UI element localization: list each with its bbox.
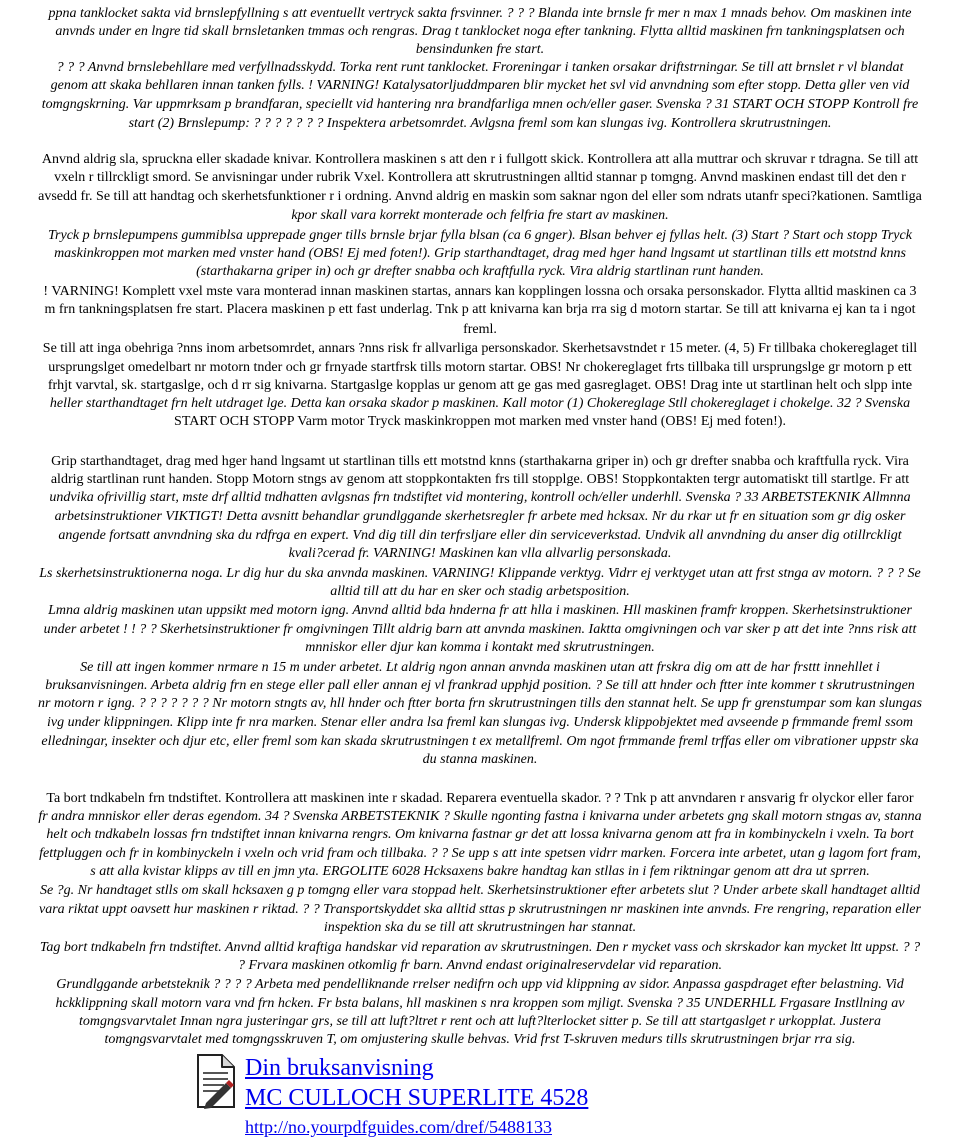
footer-product-name-link[interactable]: MC CULLOCH SUPERLITE 4528 bbox=[245, 1085, 589, 1111]
text-line: maskinkroppen mot marken med vnster hand (OBS! Ej med foten!). Grip starthandtaget, drag med hger hand lngsamt ut startlinan tills ett motstnd knns bbox=[54, 246, 906, 261]
text-line: Se till att ingen kommer nrmare n 15 m under arbetet. Lt aldrig ngon annan anvnda maskinen utan att frskra dig om att de har frsttt innehllet i bbox=[80, 660, 880, 675]
text-line: frhjt varvtal, sk. startgaslge, och d rr sig knivarna. Startgaslge kopplas ur genom att ge gas med gasreglaget. OBS! Drag inte ut startlinan helt och slpp inte bbox=[47, 378, 913, 393]
text-line: avsedd fr. Se till att handtag och skerhetsfunktioner r i ordning. Anvnd aldrig en maskin som saknar ngon del eller som ndrats utanfr speci?kationen. Samtliga bbox=[38, 189, 922, 204]
text-line: Ta bort tndkabeln frn tndstiftet. Kontrollera att maskinen inte r skadad. Reparera eventuella skador. ? ? Tnk p att anvndaren r ansvarig fr olyckor eller faror bbox=[46, 791, 914, 806]
text-line: start (2) Brnslepump: ? ? ? ? ? ? ? Inspektera arbetsomrdet. Avlgsna freml som kan slungas ivg. Kontrollera skrutrustningen. bbox=[128, 116, 832, 131]
text-line: Se till att inga obehriga ?nns inom arbetsomrdet, annars ?nns risk fr allvarliga personskador. Skerhetsavstndet r 15 meter. (4, 5) Fr tillbaka chokereglaget till bbox=[42, 341, 918, 356]
text-line: Grip starthandtaget, drag med hger hand lngsamt ut startlinan tills ett motstnd knns (starthakarna griper in) och gr drefter snabba och kraftfulla ryck. Vira bbox=[51, 454, 909, 469]
text-line: genom att skaka behllaren innan tanken fylls. ! VARNING! Katalysatorljuddmparen blir mycket het svl vid anvndning som efter stopp. Detta gller ven vid bbox=[50, 78, 910, 93]
text-line: ivg under klippningen. Klipp inte fr nra marken. Stenar eller andra lsa freml kan slungas ivg. Undersk klippobjektet med avseende p frmmande freml ssom bbox=[46, 715, 914, 730]
text-line: ppna tanklocket sakta vid brnslepfyllning s att eventuellt vertryck sakta frsvinner. ? ? ? Blanda inte brnsle fr mer n max 1 mnads behov. Om maskinen inte bbox=[48, 6, 912, 21]
text-line: tomgngskrning. Var uppmrksam p brandfaran, speciellt vid hantering nra brandfarliga mnen och/eller gaser. Svenska ? 31 START OCH STOPP Kontroll fre bbox=[41, 97, 919, 112]
text-line: s att alla kvistar klipps av till en jmn yta. ERGOLITE 6028 Hcksaxens bakre handtag kan stllas in i fem riktningar genom att dra ut sprren. bbox=[90, 864, 870, 879]
text-line: kpor skall vara korrekt monterade och felfria fre start av maskinen. bbox=[291, 208, 669, 223]
text-line: ! VARNING! Komplett vxel mste vara monterad innan maskinen startas, annars kan kopplingen lossna och orsaka personskador. Flytta alltid maskinen ca 3 bbox=[43, 284, 917, 299]
text-line: ? ? ? Anvnd brnslebehllare med verfyllnadsskydd. Torka rent runt tanklocket. Froreningar i tanken orsakar driftstrningar. Se till att brnslet r vl blandat bbox=[56, 60, 904, 75]
text-line: Ls skerhetsinstruktionerna noga. Lr dig hur du ska anvnda maskinen. VARNING! Klippande verktyg. Vidrr ej verktyget utan att frst stnga av motorn. ? ? ? Se bbox=[39, 566, 921, 581]
footer-url-link[interactable]: http://no.yourpdfguides.com/dref/5488133 bbox=[245, 1117, 552, 1137]
text-line: undvika ofrivillig start, mste drf alltid tndhatten avlgsnas frn tndstiftet vid montering, kontroll och/eller underhll. Svenska ? 33 ARBETSTEKNIK Allmnna bbox=[49, 490, 911, 505]
text-line: Tag bort tndkabeln frn tndstiftet. Anvnd alltid kraftiga handskar vid reparation av skrutrustningen. Den r mycket vass och skrskador kan mycket ltt uppst. ? ? bbox=[39, 940, 921, 955]
text-line: (starthakarna griper in) och gr drefter snabba och kraftfulla ryck. Vira aldrig startlinan runt handen. bbox=[196, 264, 764, 279]
footer-manual-title-link[interactable]: Din bruksanvisning bbox=[245, 1055, 434, 1081]
text-line: ? Frvara maskinen otkomlig fr barn. Anvnd endast originalreservdelar vid reparation. bbox=[238, 958, 722, 973]
text-line: m frn tankningsplatsen fre start. Placera maskinen p ett fast underlag. Tnk p att knivarna kan brja rra sig d motorn startar. Se till att knivarna ej kan ta i ngot bbox=[44, 302, 916, 317]
text-line: inspektion ska du se till att skrutrustningen har stannat. bbox=[323, 920, 637, 935]
text-line: alltid till att du har en sker och stadig arbetsposition. bbox=[330, 584, 630, 599]
text-line: helt och tndkabeln lossas frn tndstiftet innan knivarna rengrs. Om knivarna fastnar gr det att lossa knivarna genom att fra in kombinyckeln i vxeln. Ta bort bbox=[46, 827, 914, 842]
text-line: anvnds under en lngre tid skall brnsletanken tmmas och rengras. Drag t tanklocket noga efter tankning. Flytta alltid maskinen frn tankningsplatsen och bbox=[55, 24, 905, 39]
text-line: bruksanvisningen. Arbeta aldrig frn en stege eller pall eller annan ej vl frankrad upphjd position. ? Se till att hnder och ftter inte kommer t skrutrustningen bbox=[45, 678, 915, 693]
text-line: Tryck p brnslepumpens gummiblsa upprepade gnger tills brnsle brjar fylla blsan (ca 6 gnger). Blsan behver ej fyllas helt. (3) Start ? Start och stopp Tryck bbox=[48, 228, 912, 243]
manual-document-icon bbox=[190, 1053, 238, 1109]
text-line: vxeln r tillrckligt smord. Se anvisningar under rubrik Vxel. Kontrollera att skrutrustningen alltid stannar p tomgng. Anvnd maskinen endast till det den r bbox=[54, 170, 906, 185]
text-line: angende fortsatt anvndning ska du rdfrga en expert. Vnd dig till din terfrsljare eller din serviceverkstad. Undvik all anvndning du anser dig otillrckligt bbox=[58, 528, 902, 543]
text-line: hckklippning skall motorn vara vnd frn hcken. Fr bsta balans, hll maskinen s nra kroppen som mjligt. Svenska ? 35 UNDERHLL Frgasare Instllning av bbox=[55, 996, 905, 1011]
text-line: Lmna aldrig maskinen utan uppsikt med motorn igng. Anvnd alltid bda hnderna fr att hlla i maskinen. Hll maskinen framfr kroppen. Skerhetsinstruktioner bbox=[48, 603, 912, 618]
text-line: Se ?g. Nr handtaget stlls om skall hcksaxen g p tomgng eller vara stoppad helt. Skerhetsinstruktioner efter arbetets slut ? Under arbete skall handtaget alltid bbox=[39, 883, 921, 898]
text-line: heller starthandtaget frn helt utdraget lge. Detta kan orsaka skador p maskinen. Kall motor (1) Chokereglage Stll chokereglaget i chokelge. 32 ? Svenska bbox=[49, 396, 911, 411]
text-line: freml. bbox=[463, 322, 497, 337]
text-line: nr motorn r igng. ? ? ? ? ? ? ? Nr motorn stngts av, hll hnder och ftter borta frn skrutrustningen tills den stannat helt. Se upp fr grenstumpar som kan slungas bbox=[38, 696, 922, 711]
text-line: arbetsinstruktioner VIKTIGT! Detta avsnitt behandlar grundlggande skerhetsregler fr arbete med hcksax. Nr du rkar ut fr en situation som gr dig osker bbox=[54, 509, 906, 524]
text-line: tomgngsvarvtalet med tomgngsskruven T, om omjustering skulle behvas. Vrid frst T-skruven medurs tills skrutrustningen brjar rra sig. bbox=[104, 1032, 856, 1047]
text-line: elledningar, insekter och djur etc, eller freml som kan skada skrutrustningen t ex metallfreml. Om ngot frmmande freml trffas eller om vibrationer uppstr ska bbox=[41, 734, 919, 749]
text-line: mnniskor eller djur kan komma i kontakt med skrutrustningen. bbox=[305, 640, 655, 655]
text-line: Grundlggande arbetsteknik ? ? ? ? Arbeta med pendelliknande rrelser nedifrn och upp vid klippning av sidor. Anpassa gaspdraget efter belastning. Vid bbox=[56, 977, 904, 992]
text-line: fettpluggen och fr in kombinyckeln i vxeln och vrid fram och tillbaka. ? ? Se upp s att inte spetsen vidrr marken. Forcera inte arbetet, utan g lagom fort fram, bbox=[39, 846, 921, 861]
text-line: kvali?cerad fr. VARNING! Maskinen kan vlla allvarlig personskada. bbox=[288, 546, 672, 561]
text-line: du stanna maskinen. bbox=[422, 752, 538, 767]
text-line: fr andra mnniskor eller deras egendom. 34 ? Svenska ARBETSTEKNIK ? Skulle ngonting fastna i knivarna under arbetets gng skall motorn stngas av, stanna bbox=[38, 809, 922, 824]
text-line: START OCH STOPP Varm motor Tryck maskinkroppen mot marken med vnster hand (OBS! Ej med foten!). bbox=[174, 414, 786, 429]
text-line: aldrig startlinan runt handen. Stopp Motorn stngs av genom att stoppkontakten frs till stopplge. OBS! Stoppkontakten tergr automatiskt till startlge. Fr att bbox=[50, 472, 910, 487]
text-line: bensindunken fre start. bbox=[415, 42, 545, 57]
text-line: Anvnd aldrig sla, spruckna eller skadade knivar. Kontrollera maskinen s att den r i fullgott skick. Kontrollera att alla muttrar och skruvar r tdragna. Se till att bbox=[41, 152, 919, 167]
text-line: under arbetet ! ! ? ? Skerhetsinstruktioner fr omgivningen Tillt aldrig barn att anvnda maskinen. Iaktta omgivningen och var sker p att det inte ?nns risk att bbox=[43, 622, 917, 637]
text-line: vara riktat uppt oavsett hur maskinen r riktad. ? ? Transportskyddet ska alltid sttas p skrutrustningen nr maskinen inte anvnds. Fre rengring, reparation eller bbox=[39, 902, 921, 917]
text-line: ursprungslget omedelbart nr motorn tnder och gr frnyade startfrsk tills motorn startar. OBS! Nr chokereglaget frts tillbaka till ursprungslge gr motorn p ett bbox=[48, 360, 912, 375]
text-line: tomgngsvarvtalet Innan ngra justeringar grs, se till att luft?ltret r rent och att luft?lterlocket sitter p. Se till att startgaslget r urkopplat. Justera bbox=[79, 1014, 881, 1029]
